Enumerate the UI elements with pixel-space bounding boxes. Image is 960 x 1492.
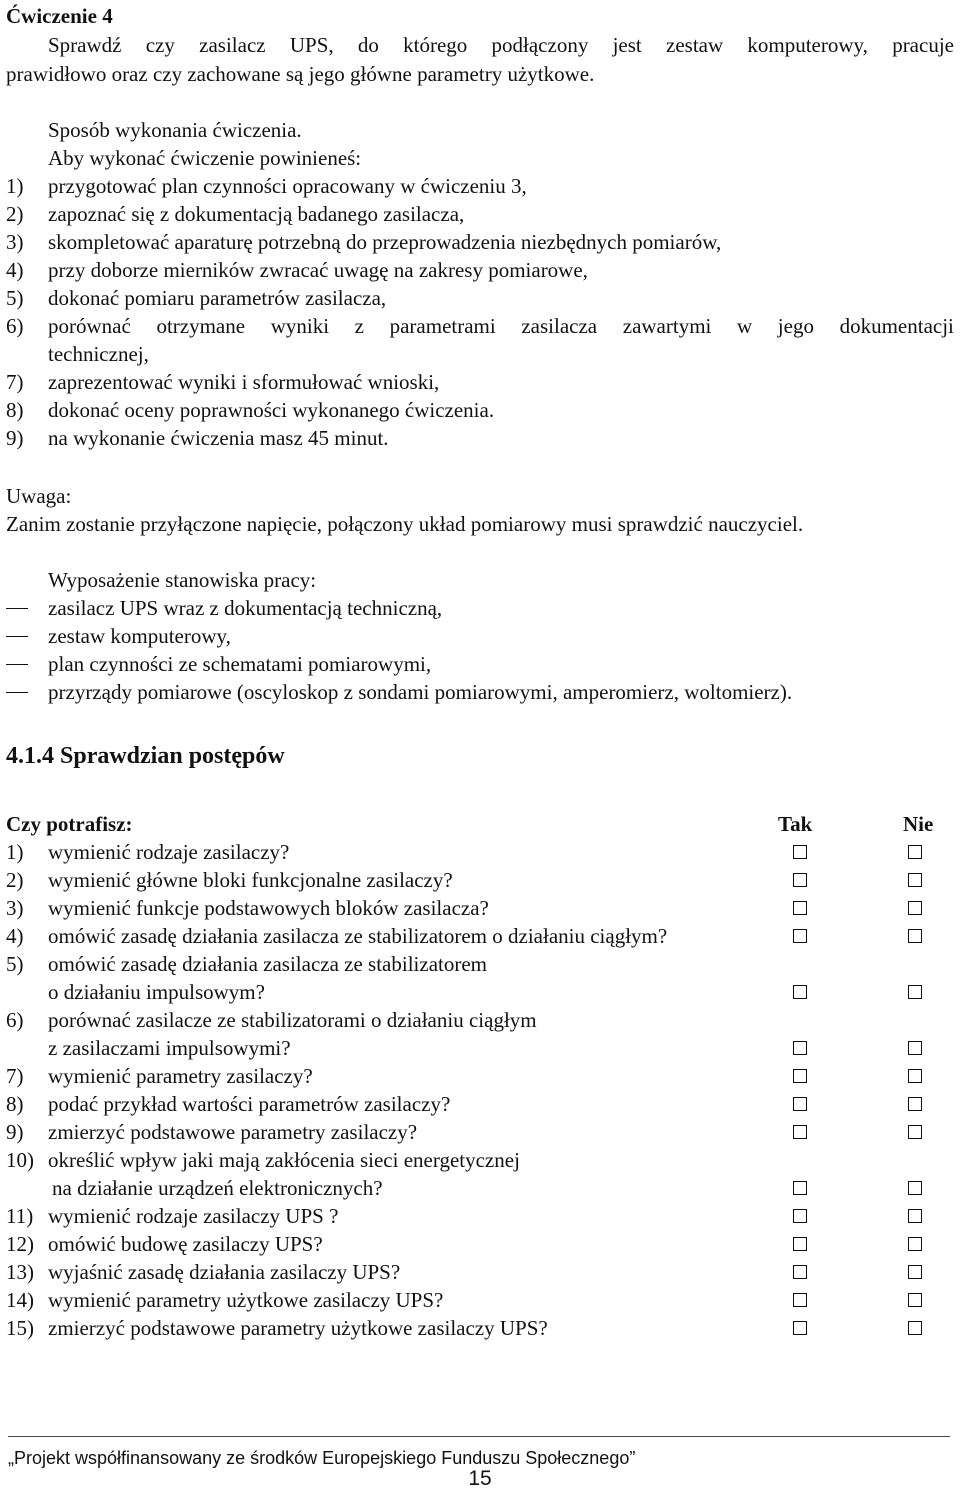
- item-number: 3): [6, 896, 24, 920]
- task-line-1: [48, 31, 954, 59]
- step-text: dokonać pomiaru parametrów zasilacza,: [48, 286, 387, 310]
- item-text: podać przykład wartości parametrów zasilaczy?: [48, 1092, 451, 1116]
- exercise-title: Ćwiczenie 4: [6, 4, 113, 28]
- word: zasilacz: [199, 33, 266, 57]
- checkbox-no[interactable]: [908, 1293, 922, 1307]
- word: wyniki: [270, 314, 330, 338]
- item-number: 8): [6, 1092, 24, 1116]
- word: zasilacza: [521, 314, 598, 338]
- checklist-header: Czy potrafisz:: [6, 812, 133, 836]
- task-line-2: prawidłowo oraz czy zachowane są jego główne parametry użytkowe.: [6, 62, 595, 86]
- item-text: wymienić parametry zasilaczy?: [48, 1064, 313, 1088]
- checkbox-yes[interactable]: [793, 1265, 807, 1279]
- checkbox-no[interactable]: [908, 1265, 922, 1279]
- checkbox-no[interactable]: [908, 1209, 922, 1223]
- checkbox-yes[interactable]: [793, 929, 807, 943]
- word: jest: [612, 33, 642, 57]
- step-number: 5): [6, 286, 24, 310]
- word: w: [737, 314, 753, 338]
- word: porównać: [48, 314, 131, 338]
- item-number: 15): [6, 1316, 34, 1340]
- checkbox-no[interactable]: [908, 1097, 922, 1111]
- checkbox-yes[interactable]: [793, 1069, 807, 1083]
- item-number: 10): [6, 1148, 34, 1172]
- word: dokumentacji: [839, 314, 954, 338]
- page-number: 15: [468, 1467, 492, 1490]
- item-number: 1): [6, 840, 24, 864]
- steps-list: [0, 172, 960, 452]
- step-text: przygotować plan czynności opracowany w ćwiczeniu 3,: [48, 174, 527, 198]
- column-yes-header: Tak: [778, 812, 813, 836]
- checkbox-yes[interactable]: [793, 901, 807, 915]
- dash-bullet: [6, 636, 28, 637]
- word: do: [357, 33, 379, 57]
- step-number: 3): [6, 230, 24, 254]
- checkbox-yes[interactable]: [793, 1041, 807, 1055]
- checkbox-no[interactable]: [908, 845, 922, 859]
- word: zestaw: [666, 33, 724, 57]
- dash-bullet: [6, 692, 28, 693]
- item-text-continued: o działaniu impulsowym?: [48, 980, 265, 1004]
- item-number: 5): [6, 952, 24, 976]
- note-text: Zanim zostanie przyłączone napięcie, połączony układ pomiarowy musi sprawdzić nauczyciel.: [6, 512, 804, 536]
- item-number: 6): [6, 1008, 24, 1032]
- item-number: 11): [6, 1204, 34, 1228]
- checkbox-yes[interactable]: [793, 1209, 807, 1223]
- item-number: 4): [6, 924, 24, 948]
- item-number: 7): [6, 1064, 24, 1088]
- checklist: [0, 838, 960, 1348]
- item-text: wyjaśnić zasadę działania zasilaczy UPS?: [48, 1260, 401, 1284]
- word: komputerowy,: [747, 33, 868, 57]
- step-text: zaprezentować wyniki i sformułować wnioski,: [48, 370, 440, 394]
- item-number: 9): [6, 1120, 24, 1144]
- footer-text: „Projekt współfinansowany ze środków Europejskiego Funduszu Społecznego”: [8, 1448, 636, 1468]
- equipment-list: [0, 594, 960, 710]
- checkbox-yes[interactable]: [793, 985, 807, 999]
- item-text: określić wpływ jaki mają zakłócenia sieci energetycznej: [48, 1148, 520, 1172]
- equipment-title: Wyposażenie stanowiska pracy:: [48, 568, 317, 592]
- item-text: omówić zasadę działania zasilacza ze stabilizatorem: [48, 952, 488, 976]
- method-title: Sposób wykonania ćwiczenia.: [48, 118, 302, 142]
- word: UPS,: [289, 33, 334, 57]
- item-text-continued: z zasilaczami impulsowymi?: [48, 1036, 291, 1060]
- checkbox-no[interactable]: [908, 1321, 922, 1335]
- word: parametrami: [389, 314, 496, 338]
- item-number: 12): [6, 1232, 34, 1256]
- checkbox-yes[interactable]: [793, 1097, 807, 1111]
- checkbox-no[interactable]: [908, 985, 922, 999]
- step-text: na wykonanie ćwiczenia masz 45 minut.: [48, 426, 389, 450]
- step-number: 6): [6, 314, 24, 338]
- checkbox-yes[interactable]: [793, 1321, 807, 1335]
- item-text: zmierzyć podstawowe parametry zasilaczy?: [48, 1120, 418, 1144]
- step-number: 1): [6, 174, 24, 198]
- equipment-text: plan czynności ze schematami pomiarowymi,: [48, 652, 432, 676]
- word: Sprawdź: [48, 33, 122, 57]
- column-no-header: Nie: [903, 812, 934, 836]
- step-text: [48, 312, 954, 340]
- item-text: zmierzyć podstawowe parametry użytkowe zasilaczy UPS?: [48, 1316, 548, 1340]
- item-number: 2): [6, 868, 24, 892]
- checkbox-no[interactable]: [908, 901, 922, 915]
- item-text: porównać zasilacze ze stabilizatorami o działaniu ciągłym: [48, 1008, 537, 1032]
- word: zawartymi: [622, 314, 712, 338]
- checkbox-no[interactable]: [908, 929, 922, 943]
- checkbox-yes[interactable]: [793, 1237, 807, 1251]
- item-number: 14): [6, 1288, 34, 1312]
- step-number: 4): [6, 258, 24, 282]
- word: podłączony: [491, 33, 589, 57]
- word: pracuje: [892, 33, 954, 57]
- item-text: omówić budowę zasilaczy UPS?: [48, 1232, 323, 1256]
- item-text: wymienić parametry użytkowe zasilaczy UPS?: [48, 1288, 444, 1312]
- checkbox-yes[interactable]: [793, 1125, 807, 1139]
- checkbox-no[interactable]: [908, 1069, 922, 1083]
- checkbox-no[interactable]: [908, 1125, 922, 1139]
- item-text: wymienić funkcje podstawowych bloków zasilacza?: [48, 896, 489, 920]
- equipment-text: zasilacz UPS wraz z dokumentacją techniczną,: [48, 596, 443, 620]
- dash-bullet: [6, 664, 28, 665]
- item-text: wymienić główne bloki funkcjonalne zasilaczy?: [48, 868, 453, 892]
- step-text: dokonać oceny poprawności wykonanego ćwiczenia.: [48, 398, 495, 422]
- step-text: zapoznać się z dokumentacją badanego zasilacza,: [48, 202, 465, 226]
- step-number: 7): [6, 370, 24, 394]
- section-title: 4.1.4 Sprawdzian postępów: [6, 743, 285, 769]
- checkbox-yes[interactable]: [793, 873, 807, 887]
- item-text: omówić zasadę działania zasilacza ze stabilizatorem o działaniu ciągłym?: [48, 924, 668, 948]
- step-text: skompletować aparaturę potrzebną do przeprowadzenia niezbędnych pomiarów,: [48, 230, 722, 254]
- checkbox-no[interactable]: [908, 1237, 922, 1251]
- checkbox-no[interactable]: [908, 1041, 922, 1055]
- word: otrzymane: [156, 314, 246, 338]
- checkbox-yes[interactable]: [793, 1181, 807, 1195]
- note-label: Uwaga:: [6, 484, 72, 508]
- item-text-continued: na działanie urządzeń elektronicznych?: [52, 1176, 383, 1200]
- word: z: [354, 314, 364, 338]
- step-number: 9): [6, 426, 24, 450]
- word: którego: [403, 33, 468, 57]
- dash-bullet: [6, 608, 28, 609]
- checkbox-yes[interactable]: [793, 845, 807, 859]
- step-text-continued: technicznej,: [48, 342, 149, 366]
- checkbox-no[interactable]: [908, 1181, 922, 1195]
- item-text: wymienić rodzaje zasilaczy UPS ?: [48, 1204, 339, 1228]
- step-number: 2): [6, 202, 24, 226]
- checkbox-no[interactable]: [908, 873, 922, 887]
- equipment-text: zestaw komputerowy,: [48, 624, 231, 648]
- item-text: wymienić rodzaje zasilaczy?: [48, 840, 290, 864]
- footer-rule: [8, 1436, 950, 1437]
- item-number: 13): [6, 1260, 34, 1284]
- steps-intro: Aby wykonać ćwiczenie powinieneś:: [48, 146, 362, 170]
- checkbox-yes[interactable]: [793, 1293, 807, 1307]
- word: jego: [777, 314, 814, 338]
- word: czy: [145, 33, 175, 57]
- step-number: 8): [6, 398, 24, 422]
- equipment-text: przyrządy pomiarowe (oscyloskop z sondami pomiarowymi, amperomierz, woltomierz).: [48, 680, 793, 704]
- step-text: przy doborze mierników zwracać uwagę na zakresy pomiarowe,: [48, 258, 588, 282]
